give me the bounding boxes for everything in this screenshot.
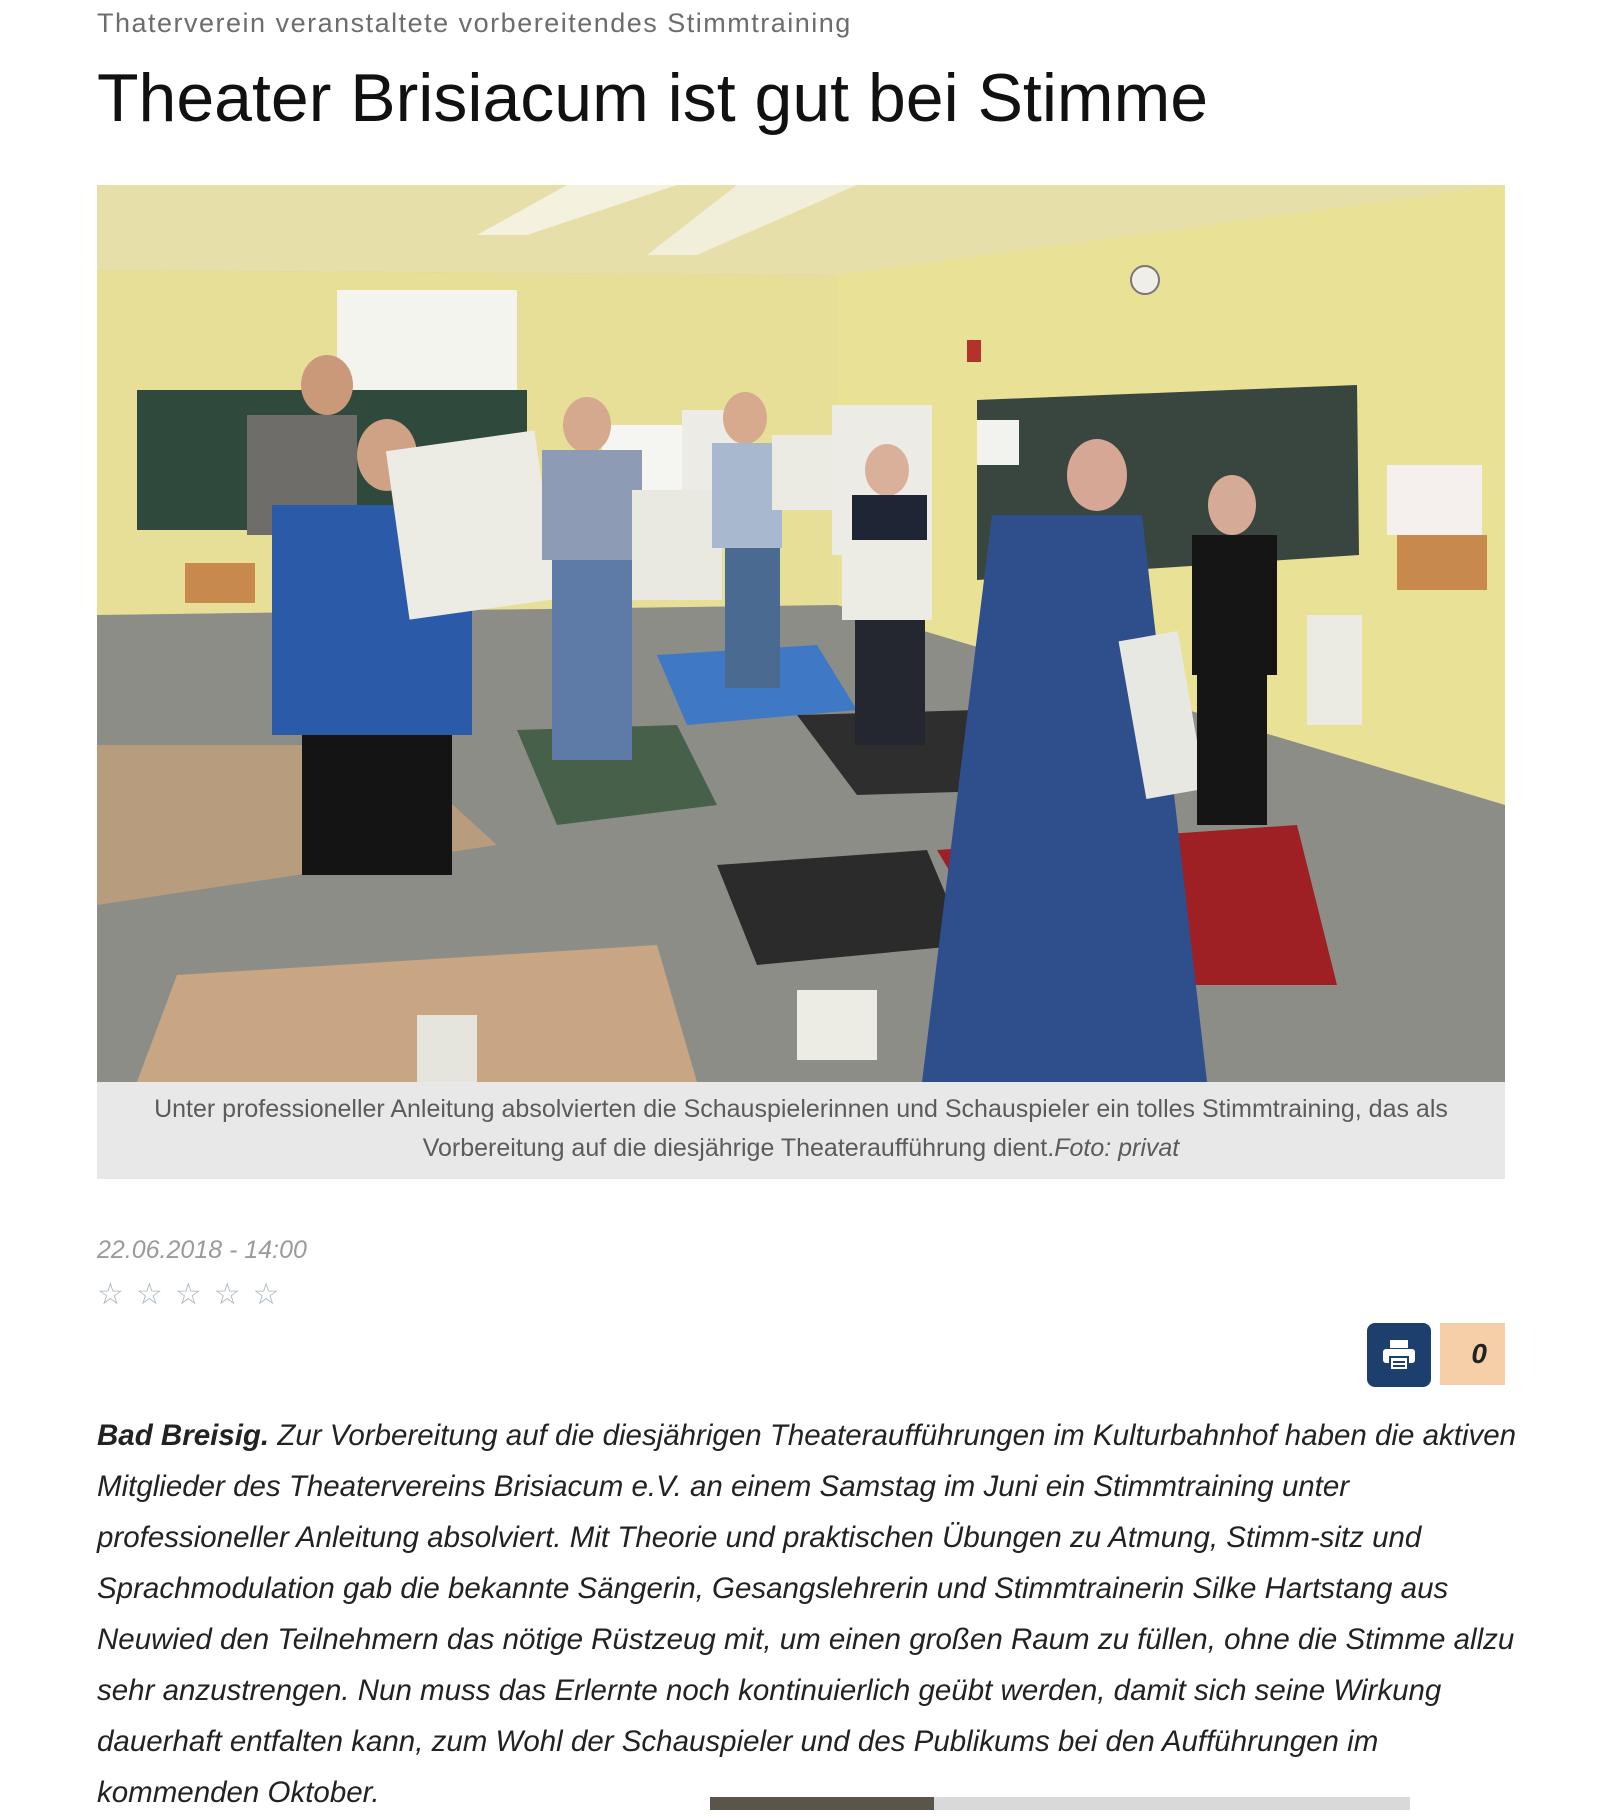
star-outline-icon[interactable]: ☆: [135, 1278, 163, 1311]
article-body: [97, 1410, 1517, 1818]
star-outline-icon[interactable]: ☆: [213, 1278, 241, 1311]
printer-icon: [1381, 1338, 1417, 1372]
classroom-photo: [97, 185, 1505, 1082]
caption-text: Unter professioneller Anleitung absolvierten die Schauspielerinnen und Schauspieler ein tolles Stimmtraining, das als Vorbereitung auf die diesjährige Theateraufführung dient.: [154, 1095, 1448, 1162]
comment-count-badge[interactable]: 0: [1440, 1323, 1505, 1385]
rating-stars[interactable]: [97, 1280, 280, 1310]
article-headline: Theater Brisiacum ist gut bei Stimme: [97, 60, 1209, 136]
print-button[interactable]: [1367, 1323, 1431, 1387]
article-place: Bad Breisig.: [97, 1419, 270, 1452]
publish-date: 22.06.2018 - 14:00: [97, 1236, 307, 1264]
article-photo[interactable]: [97, 185, 1505, 1082]
next-image-thumbnail[interactable]: [710, 1797, 1410, 1810]
star-outline-icon[interactable]: ☆: [174, 1278, 202, 1311]
article-body-text: Zur Vorbereitung auf die diesjährigen Theateraufführungen im Kulturbahnhof haben die aktiven Mitglieder des Theatervereins Brisiacum e.V. an einem Samstag im Juni ein Stimmtraining unter professioneller Anleitung absolviert. Mit Theorie und praktischen Übungen zu Atmung, Stimm-sitz und Sprachmodulation gab die bekannte Sängerin, Gesangslehrerin und Stimmtrainerin Silke Hartstang aus Neuwied den Teilnehmern das nötige Rüstzeug mit, um einen großen Raum zu füllen, ohne die Stimme allzu sehr anzustrengen. Nun muss das Erlernte noch kontinuierlich geübt werden, damit sich seine Wirkung dauerhaft entfalten kann, zum Wohl der Schauspieler und des Publikums bei den Aufführungen im kommenden Oktober.: [97, 1419, 1517, 1809]
star-outline-icon[interactable]: ☆: [252, 1278, 280, 1311]
star-outline-icon[interactable]: ☆: [97, 1278, 124, 1311]
article-kicker: Thaterverein veranstaltete vorbereitendes Stimmtraining: [97, 8, 852, 38]
photo-caption: [97, 1082, 1505, 1179]
photo-credit: Foto: privat: [1054, 1134, 1180, 1162]
